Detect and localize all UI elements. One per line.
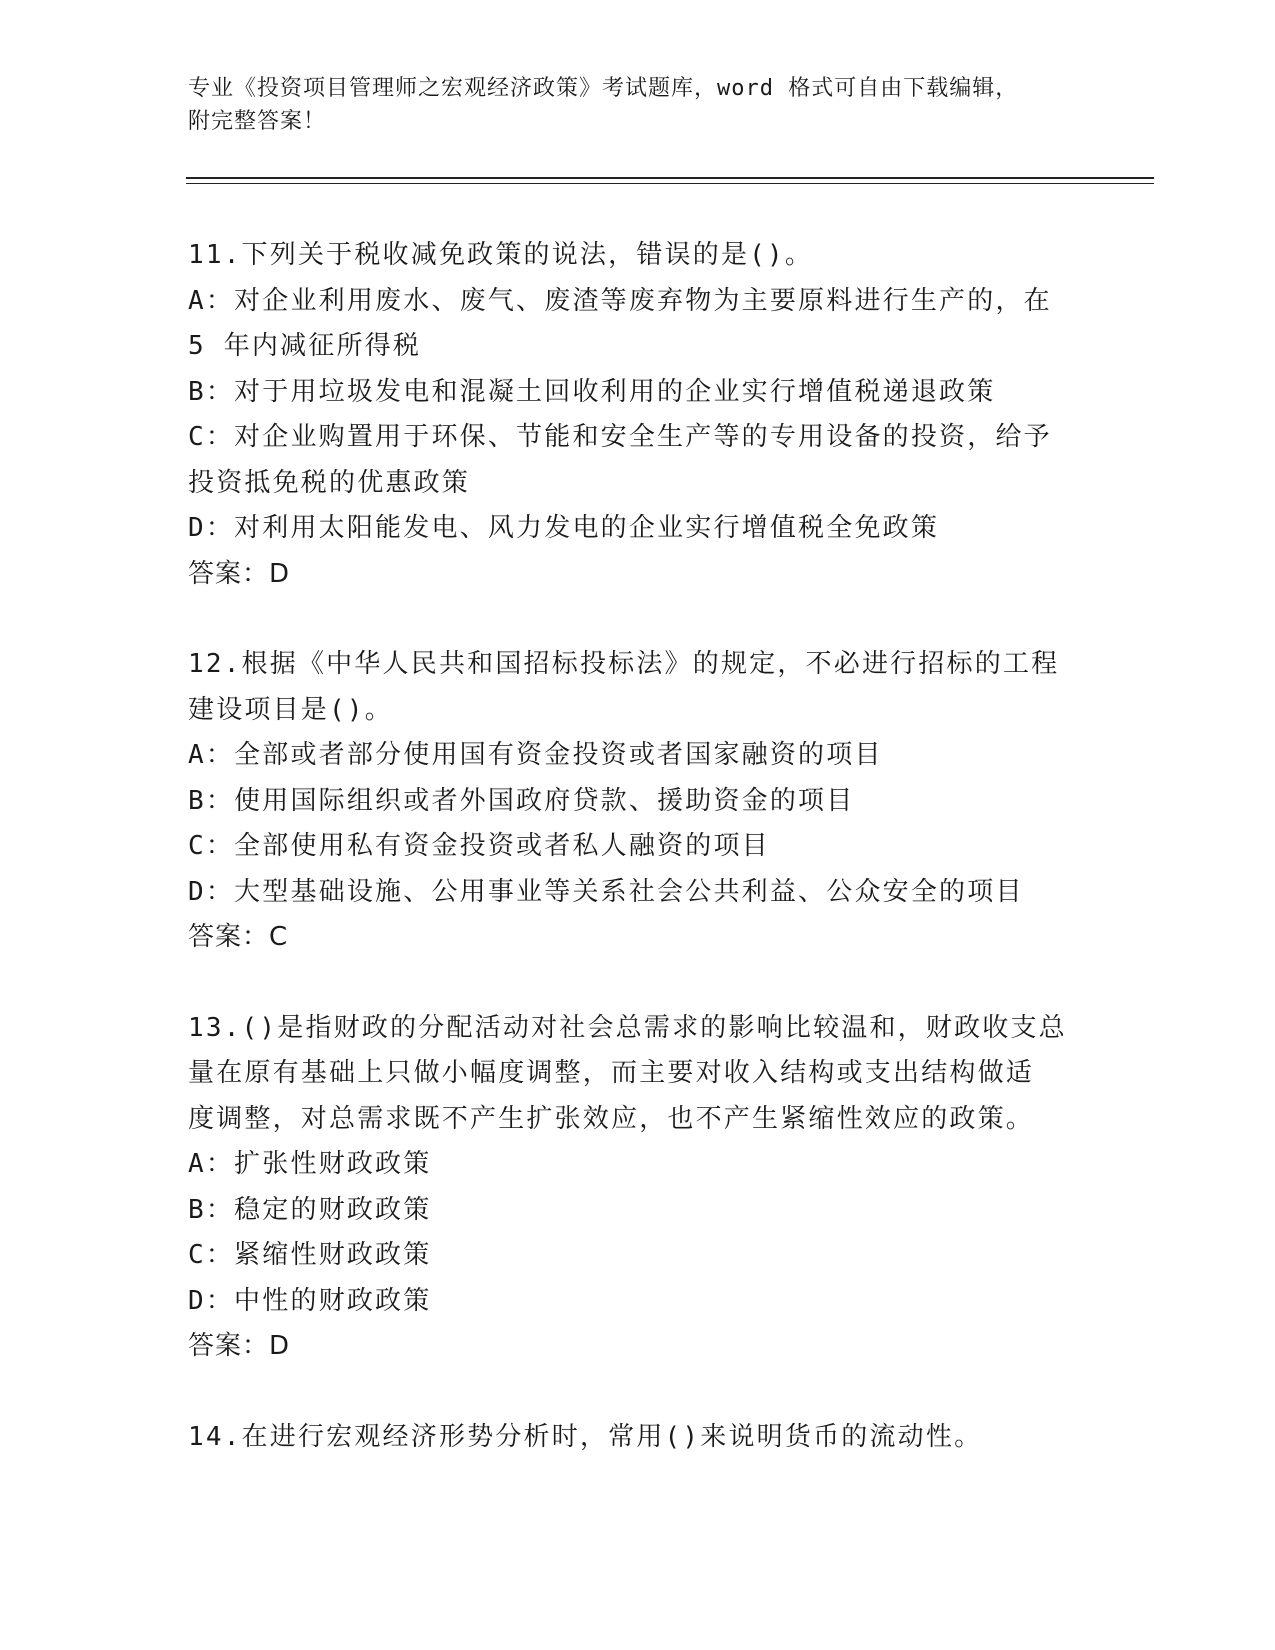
header-divider-top [186,177,1154,179]
option-a [188,279,1088,370]
question-stem-line-2: 建设项目是()。 [188,694,393,725]
answer: 答案：D [188,558,291,589]
answer: 答案：C [188,922,289,952]
header-line-2: 附完整答案！ [188,109,327,134]
option-a-line-1: A：对企业利用废水、废气、废渣等废弃物为主要原料进行生产的，在 [188,285,1052,316]
option-b: B：稳定的财政政策 [188,1194,432,1225]
question-11 [188,233,1088,597]
option-c-line-1: C：对企业购置用于环保、节能和安全生产等的专用设备的投资，给予 [188,422,1052,452]
option-c-line-2: 投资抵免税的优惠政策 [188,467,471,498]
question-13 [188,1006,1088,1370]
answer: 答案：D [188,1331,291,1361]
option-d: D：中性的财政政策 [188,1285,432,1316]
question-stem-line-2: 量在原有基础上只做小幅度调整，而主要对收入结构或支出结构做适 [188,1058,1035,1088]
option-c: C：全部使用私有资金投资或者私人融资的项目 [188,831,770,861]
option-b: B：使用国际组织或者外国政府贷款、援助资金的项目 [188,785,855,816]
question-list [188,233,1088,1505]
option-a: A：全部或者部分使用国有资金投资或者国家融资的项目 [188,740,883,770]
option-c: C：紧缩性财政政策 [188,1240,432,1270]
option-a-line-2: 5 年内减征所得税 [188,331,422,361]
document-header [188,72,1088,138]
question-stem-line-1: 13.()是指财政的分配活动对社会总需求的影响比较温和，财政收支总 [188,1012,1067,1043]
option-d: D：大型基础设施、公用事业等关系社会公共利益、公众安全的项目 [188,876,1024,907]
question-14 [188,1415,1088,1461]
option-b-line-1: B：对于用垃圾发电和混凝土回收利用的企业实行增值税递退政策 [188,376,996,407]
question-stem-line-1: 12.根据《中华人民共和国招标投标法》的规定，不必进行招标的工程 [188,649,1060,679]
header-divider-bottom [186,183,1154,184]
option-d [188,506,1088,552]
question-12 [188,642,1088,961]
question-stem: 11.下列关于税收减免政策的说法，错误的是()。 [188,240,814,270]
option-a: A：扩张性财政政策 [188,1149,432,1179]
option-c [188,415,1088,506]
question-stem-line-3: 度调整，对总需求既不产生扩张效应，也不产生紧缩性效应的政策。 [188,1103,1035,1134]
option-d-line-1: D：对利用太阳能发电、风力发电的企业实行增值税全免政策 [188,513,940,543]
question-stem: 14.在进行宏观经济形势分析时，常用()来说明货币的流动性。 [188,1421,983,1452]
header-line-1: 专业《投资项目管理师之宏观经济政策》考试题库，word 格式可自由下载编辑， [188,76,1019,101]
option-b [188,370,1088,416]
